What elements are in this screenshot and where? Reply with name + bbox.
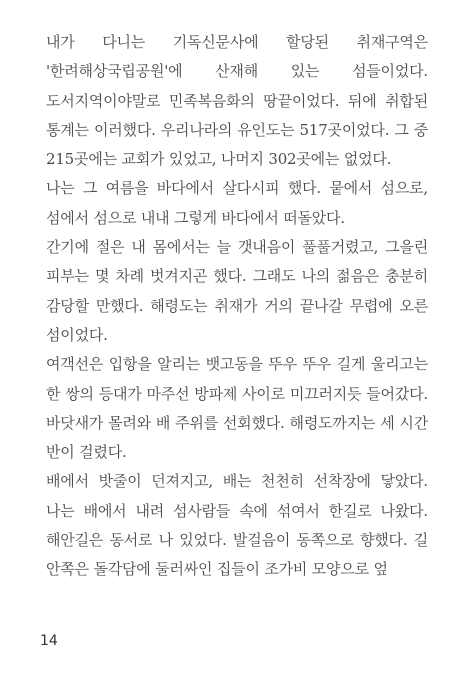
page-number: 14 (40, 633, 58, 649)
paragraph-3: 간기에 절은 내 몸에서는 늘 갯내음이 풀풀거렸고, 그을린 피부는 몇 차례 벗겨지곤 했다. 그래도 나의 젊음은 충분히 감당할 만했다. 해령도는 취재가 거의 끝나갈 무렵에 오른 섬이었다. (46, 238, 428, 344)
body-text (46, 28, 428, 585)
paragraph-2: 나는 그 여름을 바다에서 살다시피 했다. 뭍에서 섬으로, 섬에서 섬으로 내내 그렇게 바다에서 떠돌았다. (46, 179, 428, 227)
paragraph-4: 여객선은 입항을 알리는 뱃고동을 뚜우 뚜우 길게 울리고는 한 쌍의 등대가 마주선 방파제 사이로 미끄러지듯 들어갔다. 바닷새가 몰려와 배 주위를 선회했다. 해령도까지는 세 시간 반이 걸렸다. (46, 355, 428, 462)
paragraph-5: 배에서 밧줄이 던져지고, 배는 천천히 선착장에 닿았다. 나는 배에서 내려 섬사람들 속에 섞여서 한길로 나왔다. 해안길은 동서로 나 있었다. 발걸음이 동쪽으로 향했다. 길 안쪽은 돌각담에 둘러싸인 집들이 조가비 모양으로 엎 (46, 472, 428, 579)
paragraph-1: 내가 다니는 기독신문사에 할당된 취재구역은 '한려해상국립공원'에 산재해 있는 섬들이었다. 도서지역이야말로 민족복음화의 땅끝이었다. 뒤에 취합된 통계는 이러했다. 우리나라의 유인도는 517곳이었다. 그 중 215곳에는 교회가 있었고, 나머지 302곳에는 없었다. (46, 33, 428, 169)
